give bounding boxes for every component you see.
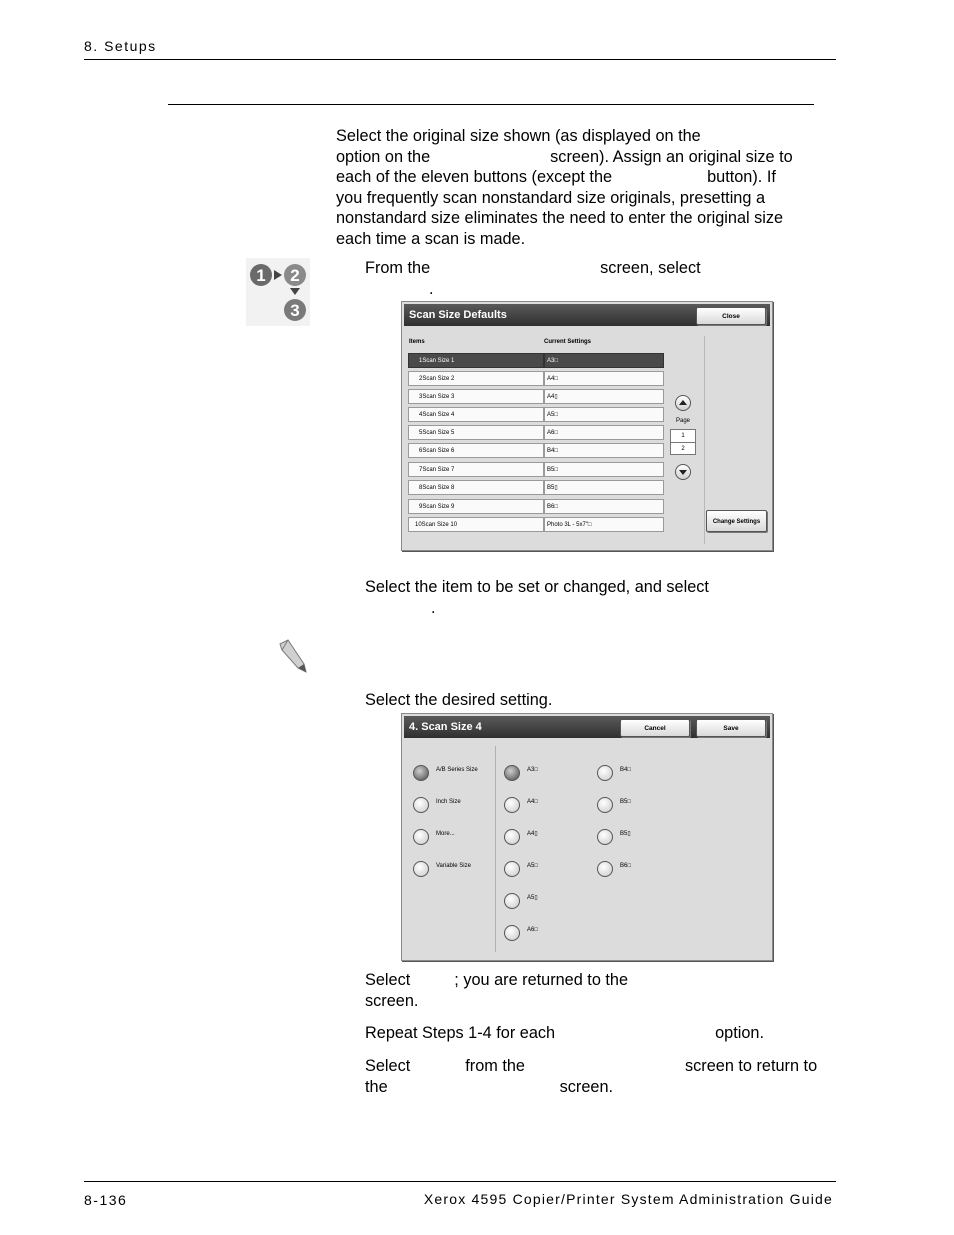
radio-label: Inch Size xyxy=(436,799,461,805)
step-badge-1: 1 xyxy=(256,266,266,285)
radio-label: B4□ xyxy=(620,767,631,773)
step-4: Select ; you are returned to the screen. xyxy=(365,971,629,1010)
radio-size-b5-portrait[interactable] xyxy=(597,829,613,845)
table-row[interactable]: 10Scan Size 10 Photo 3L - 5x7"□ xyxy=(408,517,664,532)
radio-more[interactable] xyxy=(413,829,429,845)
radio-size-a6[interactable] xyxy=(504,925,520,941)
panel-title: Scan Size Defaults xyxy=(404,304,770,326)
panel-divider xyxy=(495,746,496,952)
scroll-up-icon[interactable] xyxy=(675,395,691,411)
column-header-current: Current Settings xyxy=(544,339,592,345)
table-row[interactable]: 8Scan Size 8 B5▯ xyxy=(408,480,664,495)
change-settings-button[interactable]: Change Settings xyxy=(706,510,767,532)
table-row[interactable]: 2Scan Size 2 A4□ xyxy=(408,371,664,386)
radio-label: B6□ xyxy=(620,863,631,869)
scan-size-4-panel xyxy=(401,713,773,961)
radio-label: A/B Series Size xyxy=(436,767,478,773)
step-1: From the screen, select . xyxy=(365,259,701,298)
radio-label: A4□ xyxy=(527,799,538,805)
page-current: 1 xyxy=(671,430,695,443)
table-row[interactable]: 5Scan Size 5 A6□ xyxy=(408,425,664,440)
radio-label: A6□ xyxy=(527,927,538,933)
page-indicator xyxy=(670,429,696,455)
radio-label: A5□ xyxy=(527,863,538,869)
cancel-button[interactable]: Cancel xyxy=(620,719,690,737)
radio-size-a5-portrait[interactable] xyxy=(504,893,520,909)
radio-label: Variable Size xyxy=(436,863,471,869)
page-label: Page xyxy=(676,418,691,424)
radio-label: A4▯ xyxy=(527,831,538,837)
table-row[interactable]: 1Scan Size 1 A3□ xyxy=(408,353,664,368)
close-button[interactable]: Close xyxy=(696,307,766,325)
page-number: 8-136 xyxy=(84,1192,128,1208)
scroll-down-icon[interactable] xyxy=(675,464,691,480)
radio-label: More... xyxy=(436,831,455,837)
step-6: Select from the screen to return to the screen. xyxy=(365,1057,818,1096)
header-rule xyxy=(84,59,836,60)
right-divider xyxy=(704,336,705,544)
radio-ab-series[interactable] xyxy=(413,765,429,781)
save-button[interactable]: Save xyxy=(696,719,766,737)
table-row[interactable]: 6Scan Size 6 B4□ xyxy=(408,443,664,458)
radio-inch-size[interactable] xyxy=(413,797,429,813)
radio-label: A5▯ xyxy=(527,895,538,901)
table-row[interactable]: 3Scan Size 3 A4▯ xyxy=(408,389,664,404)
radio-size-a4-portrait[interactable] xyxy=(504,829,520,845)
radio-size-a3[interactable] xyxy=(504,765,520,781)
radio-label: B5▯ xyxy=(620,831,631,837)
radio-size-a4-landscape[interactable] xyxy=(504,797,520,813)
radio-size-a5-landscape[interactable] xyxy=(504,861,520,877)
page-total: 2 xyxy=(681,446,685,452)
step-badge-2: 2 xyxy=(290,266,300,285)
step-2: Select the item to be set or changed, and select . xyxy=(365,578,709,617)
table-row[interactable]: 4Scan Size 4 A5□ xyxy=(408,407,664,422)
step-5: Repeat Steps 1-4 for each option. xyxy=(365,1024,764,1042)
radio-size-b5-landscape[interactable] xyxy=(597,797,613,813)
step-badge-3: 3 xyxy=(290,301,300,320)
column-header-items: Items xyxy=(409,339,425,345)
footer-rule xyxy=(84,1181,836,1182)
step-3: Select the desired setting. xyxy=(365,691,553,709)
section-header: 8. Setups xyxy=(84,38,157,54)
intro-paragraph: Select the original size shown (as displayed on the option on the screen). Assign an original size to each of the eleven buttons (except the button). If you frequently scan nonstandard size originals, presetting a nonstandard size eliminates the need to enter the original size each time a scan is made. xyxy=(336,127,793,248)
table-row[interactable]: 7Scan Size 7 B5□ xyxy=(408,462,664,477)
scan-size-defaults-panel xyxy=(401,301,773,551)
steps-icon xyxy=(246,258,310,326)
title-rule xyxy=(168,104,814,105)
guide-title: Xerox 4595 Copier/Printer System Administration Guide xyxy=(423,1191,833,1207)
radio-variable-size[interactable] xyxy=(413,861,429,877)
note-pencil-icon xyxy=(276,638,310,674)
radio-size-b4[interactable] xyxy=(597,765,613,781)
panel-title: 4. Scan Size 4 xyxy=(404,716,770,738)
radio-label: B5□ xyxy=(620,799,631,805)
radio-label: A3□ xyxy=(527,767,538,773)
radio-size-b6[interactable] xyxy=(597,861,613,877)
table-row[interactable]: 9Scan Size 9 B6□ xyxy=(408,499,664,514)
